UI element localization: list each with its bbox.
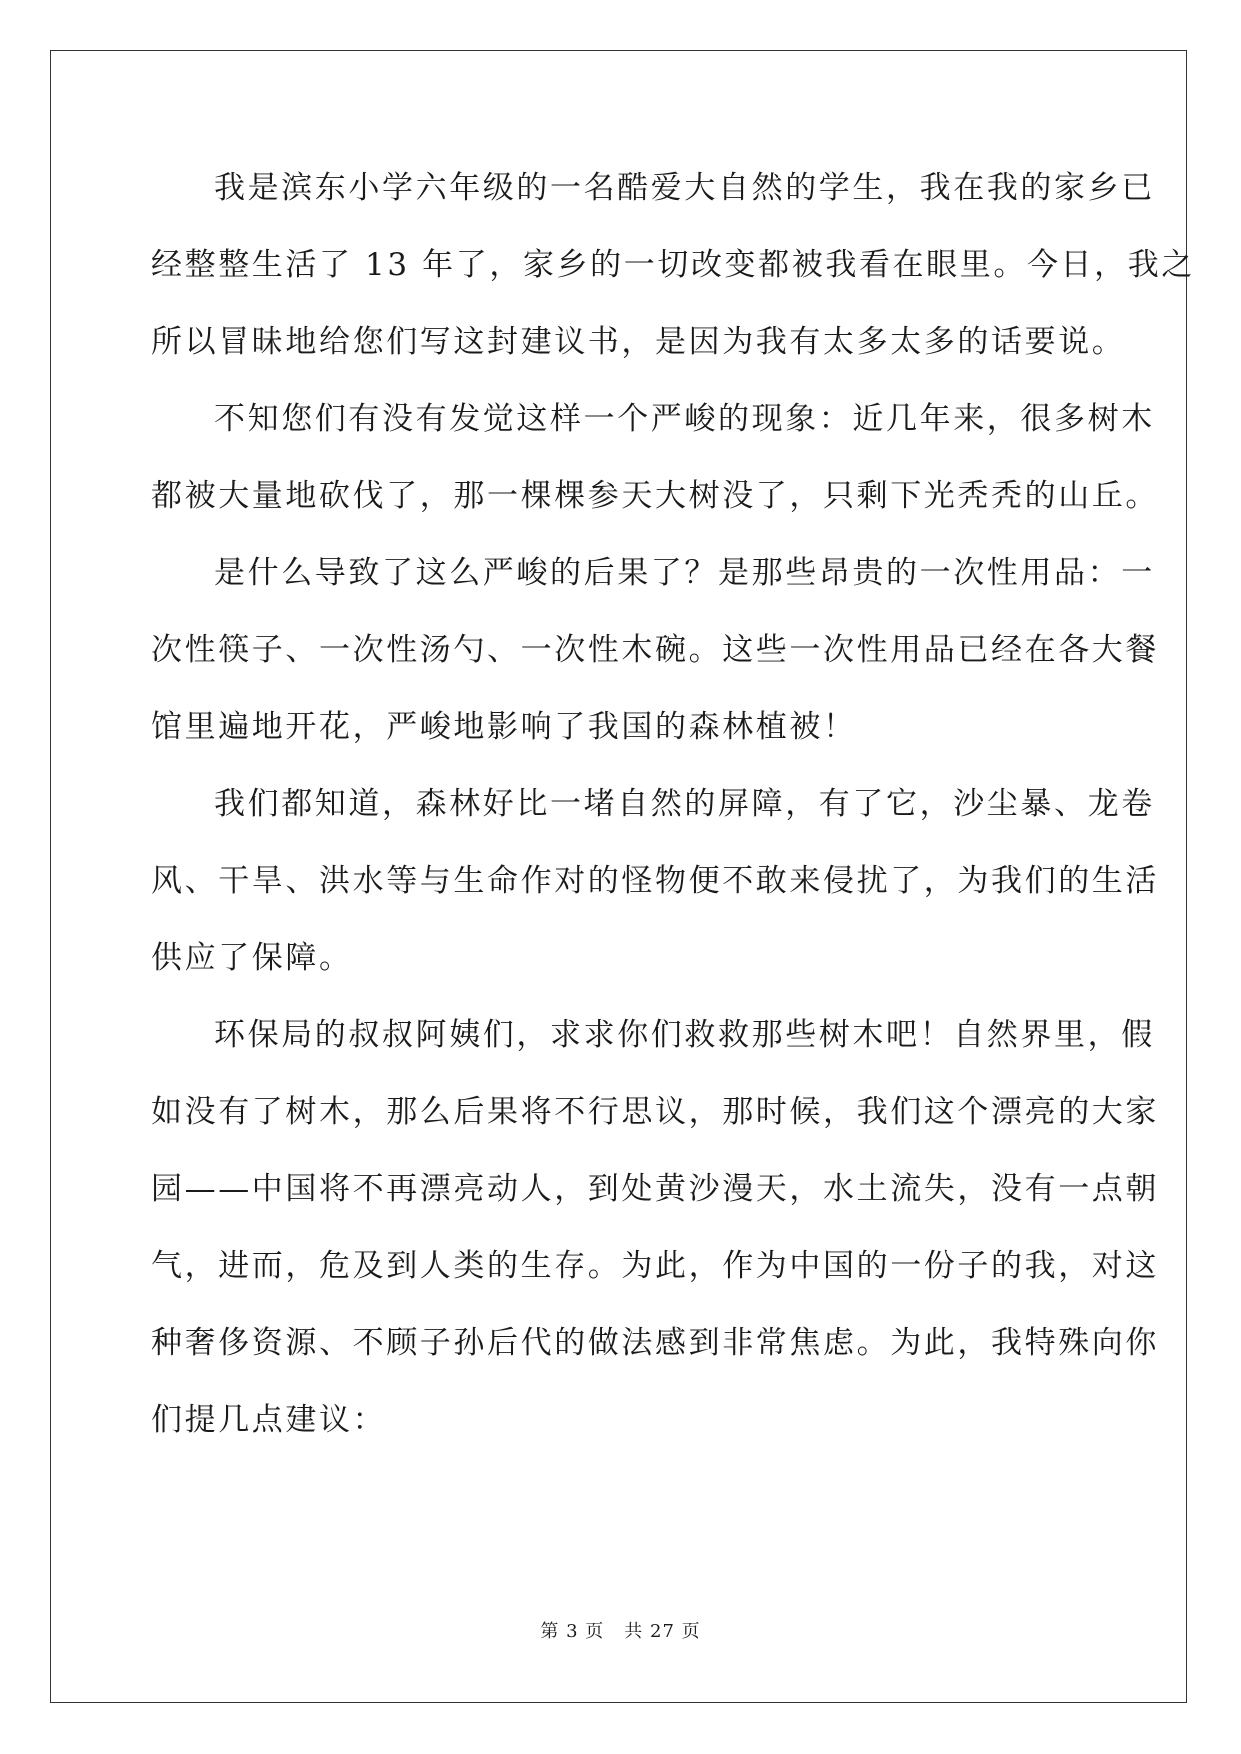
document-body [151,160,1195,1469]
paragraph-2-line-2: 都被大量地砍伐了，那一棵棵参天大树没了，只剩下光秃秃的山丘。 [151,478,1159,514]
paragraph-5-line-4: 气，进而，危及到人类的生存。为此，作为中国的一份子的我，对这 [151,1248,1159,1284]
page-footer [0,1617,1241,1643]
paragraph-2-line-1: 不知您们有没有发觉这样一个严峻的现象：近几年来，很多树木 [214,401,1155,437]
paragraph-1-line-3: 所以冒昧地给您们写这封建议书，是因为我有太多太多的话要说。 [151,324,1126,360]
paragraph-5-line-3: 园——中国将不再漂亮动人，到处黄沙漫天，水土流失，没有一点朝 [151,1171,1159,1207]
paragraph-3-line-2: 次性筷子、一次性汤勺、一次性木碗。这些一次性用品已经在各大餐 [151,632,1159,668]
page-total: 共 27 页 [624,1621,701,1642]
paragraph-5-line-5: 种奢侈资源、不顾子孙后代的做法感到非常焦虑。为此，我特殊向你 [151,1325,1159,1361]
paragraph-5-line-2: 如没有了树木，那么后果将不行思议，那时候，我们这个漂亮的大家 [151,1094,1159,1130]
paragraph-5-line-6: 们提几点建议： [151,1402,387,1438]
paragraph-1-line-2: 经整整生活了 13 年了，家乡的一切改变都被我看在眼里。今日，我之 [151,247,1195,283]
paragraph-4-line-2: 风、干旱、洪水等与生命作对的怪物便不敢来侵扰了，为我们的生活 [151,863,1159,899]
paragraph-4-line-1: 我们都知道，森林好比一堵自然的屏障，有了它，沙尘暴、龙卷 [214,786,1155,822]
paragraph-5-line-1: 环保局的叔叔阿姨们，求求你们救救那些树木吧！自然界里，假 [214,1017,1155,1053]
paragraph-3-line-3: 馆里遍地开花，严峻地影响了我国的森林植被！ [151,709,857,745]
paragraph-3-line-1: 是什么导致了这么严峻的后果了？是那些昂贵的一次性用品：一 [214,555,1155,591]
paragraph-1-line-1: 我是滨东小学六年级的一名酷爱大自然的学生，我在我的家乡已 [214,170,1155,206]
paragraph-4-line-3: 供应了保障。 [151,940,353,976]
page-number: 第 3 页 [540,1621,605,1642]
